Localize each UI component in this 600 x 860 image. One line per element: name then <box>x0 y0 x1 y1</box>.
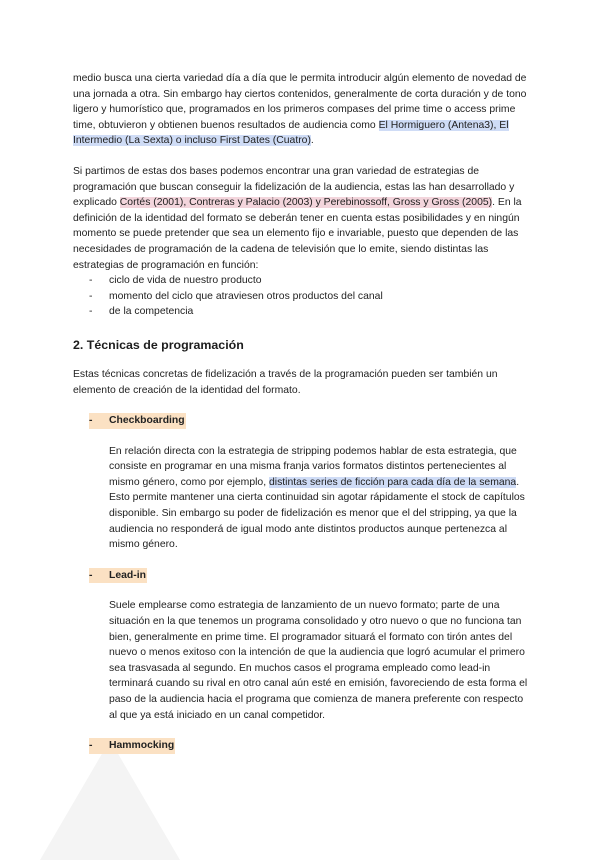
paragraph-audience-variety: medio busca una cierta variedad día a día que le permita introducir algún elemento de novedad de una jornada a otra. Sin embargo hay ciertos contenidos, generalmente de corta duración y de tono ligero y humorístico que, programados en los primeros compases del prime time o access prime time, obtuvieron y obtienen buenos resultados de audiencia como El Hormiguero (Antena3), El Intermedio (La Sexta) o incluso First Dates (Cuatro). <box>73 73 527 147</box>
highlight-citations: Cortés (2001), Contreras y Palacio (2003) y Perebinossoff, Gross y Gross (2005) <box>119 197 493 209</box>
section-heading: 2. Técnicas de programación <box>73 337 244 352</box>
subheading-hammocking: - Hammocking <box>89 738 529 754</box>
list-item: - ciclo de vida de nuestro producto <box>89 273 529 289</box>
subheading-checkboarding: - Checkboarding <box>89 413 529 429</box>
list-item: - momento del ciclo que atraviesen otros productos del canal <box>89 289 529 305</box>
paragraph-checkboarding: En relación directa con la estrategia de stripping podemos hablar de esta estrategia, que consiste en programar en una misma franja varios formatos distintos pertenecientes al mismo género, como por ejemplo, distintas series de ficción para cada día de la semana. Esto permite mantener una cierta continuidad sin agotar rápidamente el stock de capítulos disponible. Sin embargo su poder de fidelización es menor que el del stripping, ya que la audiencia no responderá de igual modo ante distintos productos aunque pertenezca al mismo género. <box>109 445 525 551</box>
paragraph-leadin: Suele emplearse como estrategia de lanzamiento de un nuevo formato; parte de una situación en la que tenemos un programa consolidado y otro nuevo o que no funciona tan bien, generalmente en prime time. El programador situará el formato con tirón antes del nuevo o menos exitoso con la intención de que la audiencia que logró acumular el primero sea trasvasada al segundo. En muchos casos el programa empleado como lead-in terminará cuando su rival en otro canal aún esté en emisión, favoreciendo de esta forma el paso de la audiencia hacia el programa que comienza de manera preferente con respecto al que ya está iniciado en un canal competidor. <box>109 600 528 721</box>
watermark-shape <box>40 740 180 860</box>
paragraph-strategies: Si partimos de estas dos bases podemos encontrar una gran variedad de estrategias de programación que buscan conseguir la fidelización de la audiencia, estas las han desarrollado y explicado Cortés (2001), Contreras y Palacio (2003) y Perebinossoff, Gross y Gross (2005). En la definición de la identidad del formato se deberán tener en cuenta estas posibilidades y en ningún momento se puede pretender que sea un elemento fijo e invariable, puesto que dependen de las necesidades de programación de la cadena de televisión que lo emite, siendo distintas las estrategias de programación en función: <box>73 165 522 271</box>
page-content <box>73 71 529 754</box>
section-intro: Estas técnicas concretas de fidelización a través de la programación pueden ser también un elemento de creación de la identidad del formato. <box>73 368 498 396</box>
highlight-series-example: distintas series de ficción para cada día de la semana <box>268 476 517 488</box>
highlight-program-examples: El Hormiguero (Antena3), El Intermedio (La Sexta) o incluso First Dates (Cuatro) <box>73 119 509 147</box>
list-item: - de la competencia <box>89 304 529 320</box>
criteria-list <box>73 273 529 320</box>
subheading-leadin: - Lead-in <box>89 568 529 584</box>
